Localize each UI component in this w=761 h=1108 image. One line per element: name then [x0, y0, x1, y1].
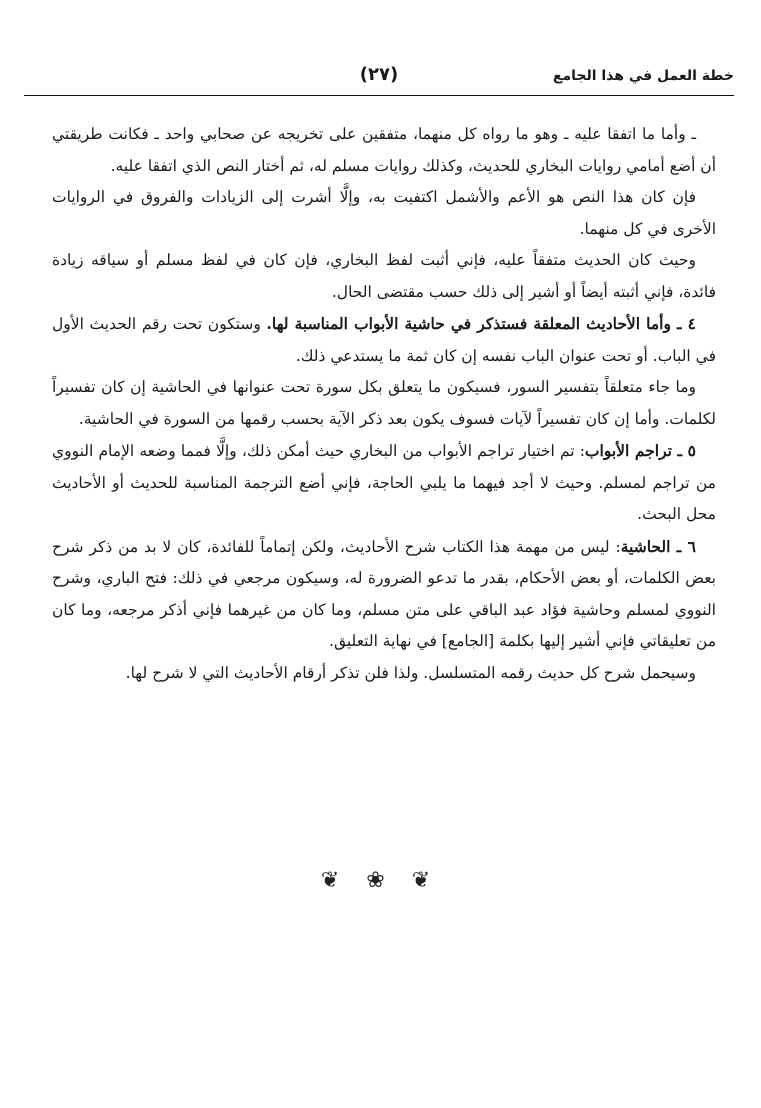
paragraph-7: ٦ ـ الحاشية: ليس من مهمة هذا الكتاب شرح الأحاديث، ولكن إتماماً للفائدة، كان لا بد من ذكر شرح بعض الكلمات، أو بعض الأحكام، بقدر ما تدعو الضرورة له، وسيكون مرجعي في ذلك: فتح الباري، وشرح النووي لمسلم وحاشية فؤاد عبد الباقي على متن مسلم، وما كان من غيرهما فإني أذكر مرجعه، وما كان من تعليقاتي فإني أشير إليها بكلمة [الجامع] في نهاية التعليق.: [52, 536, 716, 650]
paragraph-6: ٥ ـ تراجم الأبواب: تم اختيار تراجم الأبواب من البخاري حيث أمكن ذلك، وإلَّا فمما وضعه الإمام النووي من تراجم لمسلم. وحيث لا أجد فيهما ما يلبي الحاجة، فإني أضع الترجمة المناسبة للحديث أو الأحاديث محل البحث.: [52, 441, 716, 523]
header-rule: [24, 95, 734, 96]
page-header: [24, 60, 734, 96]
paragraph-4: ٤ ـ وأما الأحاديث المعلقة فستذكر في حاشية الأبواب المناسبة لها. وستكون تحت رقم الحديث الأول في الباب. أو تحت عنوان الباب نفسه إن كان ثمة ما يستدعي ذلك.: [52, 314, 716, 365]
running-title: خطة العمل في هذا الجامع: [552, 68, 734, 84]
paragraph-4-lead: ٤ ـ وأما الأحاديث المعلقة فستذكر في حاشية الأبواب المناسبة لها.: [266, 314, 696, 333]
paragraph-1: ـ وأما ما اتفقا عليه ـ وهو ما رواه كل منهما، متفقين على تخريجه عن صحابي واحد ـ فكانت طريقتي أن أضع أمامي روايات البخاري للحديث، وكذلك روايات مسلم له، ثم أختار النص الذي اتفقا عليه.: [52, 125, 716, 175]
body-text: [52, 119, 716, 689]
paragraph-6-lead: ٥ ـ تراجم الأبواب: [584, 441, 696, 460]
paragraph-3: وحيث كان الحديث متفقاً عليه، فإني أثبت لفظ البخاري، فإن كان في لفظ مسلم أو سياقه زيادة فائدة، فإني أثبته أيضاً أو أشير إلى ذلك حسب مقتضى الحال.: [52, 251, 716, 301]
paragraph-2: فإن كان هذا النص هو الأعم والأشمل اكتفيت به، وإلَّا أشرت إلى الزيادات والفروق في الروايات الأخرى في كل منهما.: [52, 188, 716, 238]
paragraph-5: وما جاء متعلقاً بتفسير السور، فسيكون ما يتعلق بكل سورة تحت عنوانها في الحاشية إن كان تفسيراً لكلمات. وأما إن كان تفسيراً لآيات فسوف يكون بعد ذكر الآية بحسب رقمها من السورة في الحاشية.: [52, 378, 716, 428]
ornament-divider: ❦ ❀ ❦: [320, 868, 441, 893]
page-number: (٢٧): [359, 64, 399, 85]
paragraph-7-lead: ٦ ـ الحاشية: [620, 536, 696, 556]
paragraph-8: وسيحمل شرح كل حديث رقمه المتسلسل. ولذا فلن تذكر أرقام الأحاديث التي لا شرح لها.: [125, 663, 696, 682]
